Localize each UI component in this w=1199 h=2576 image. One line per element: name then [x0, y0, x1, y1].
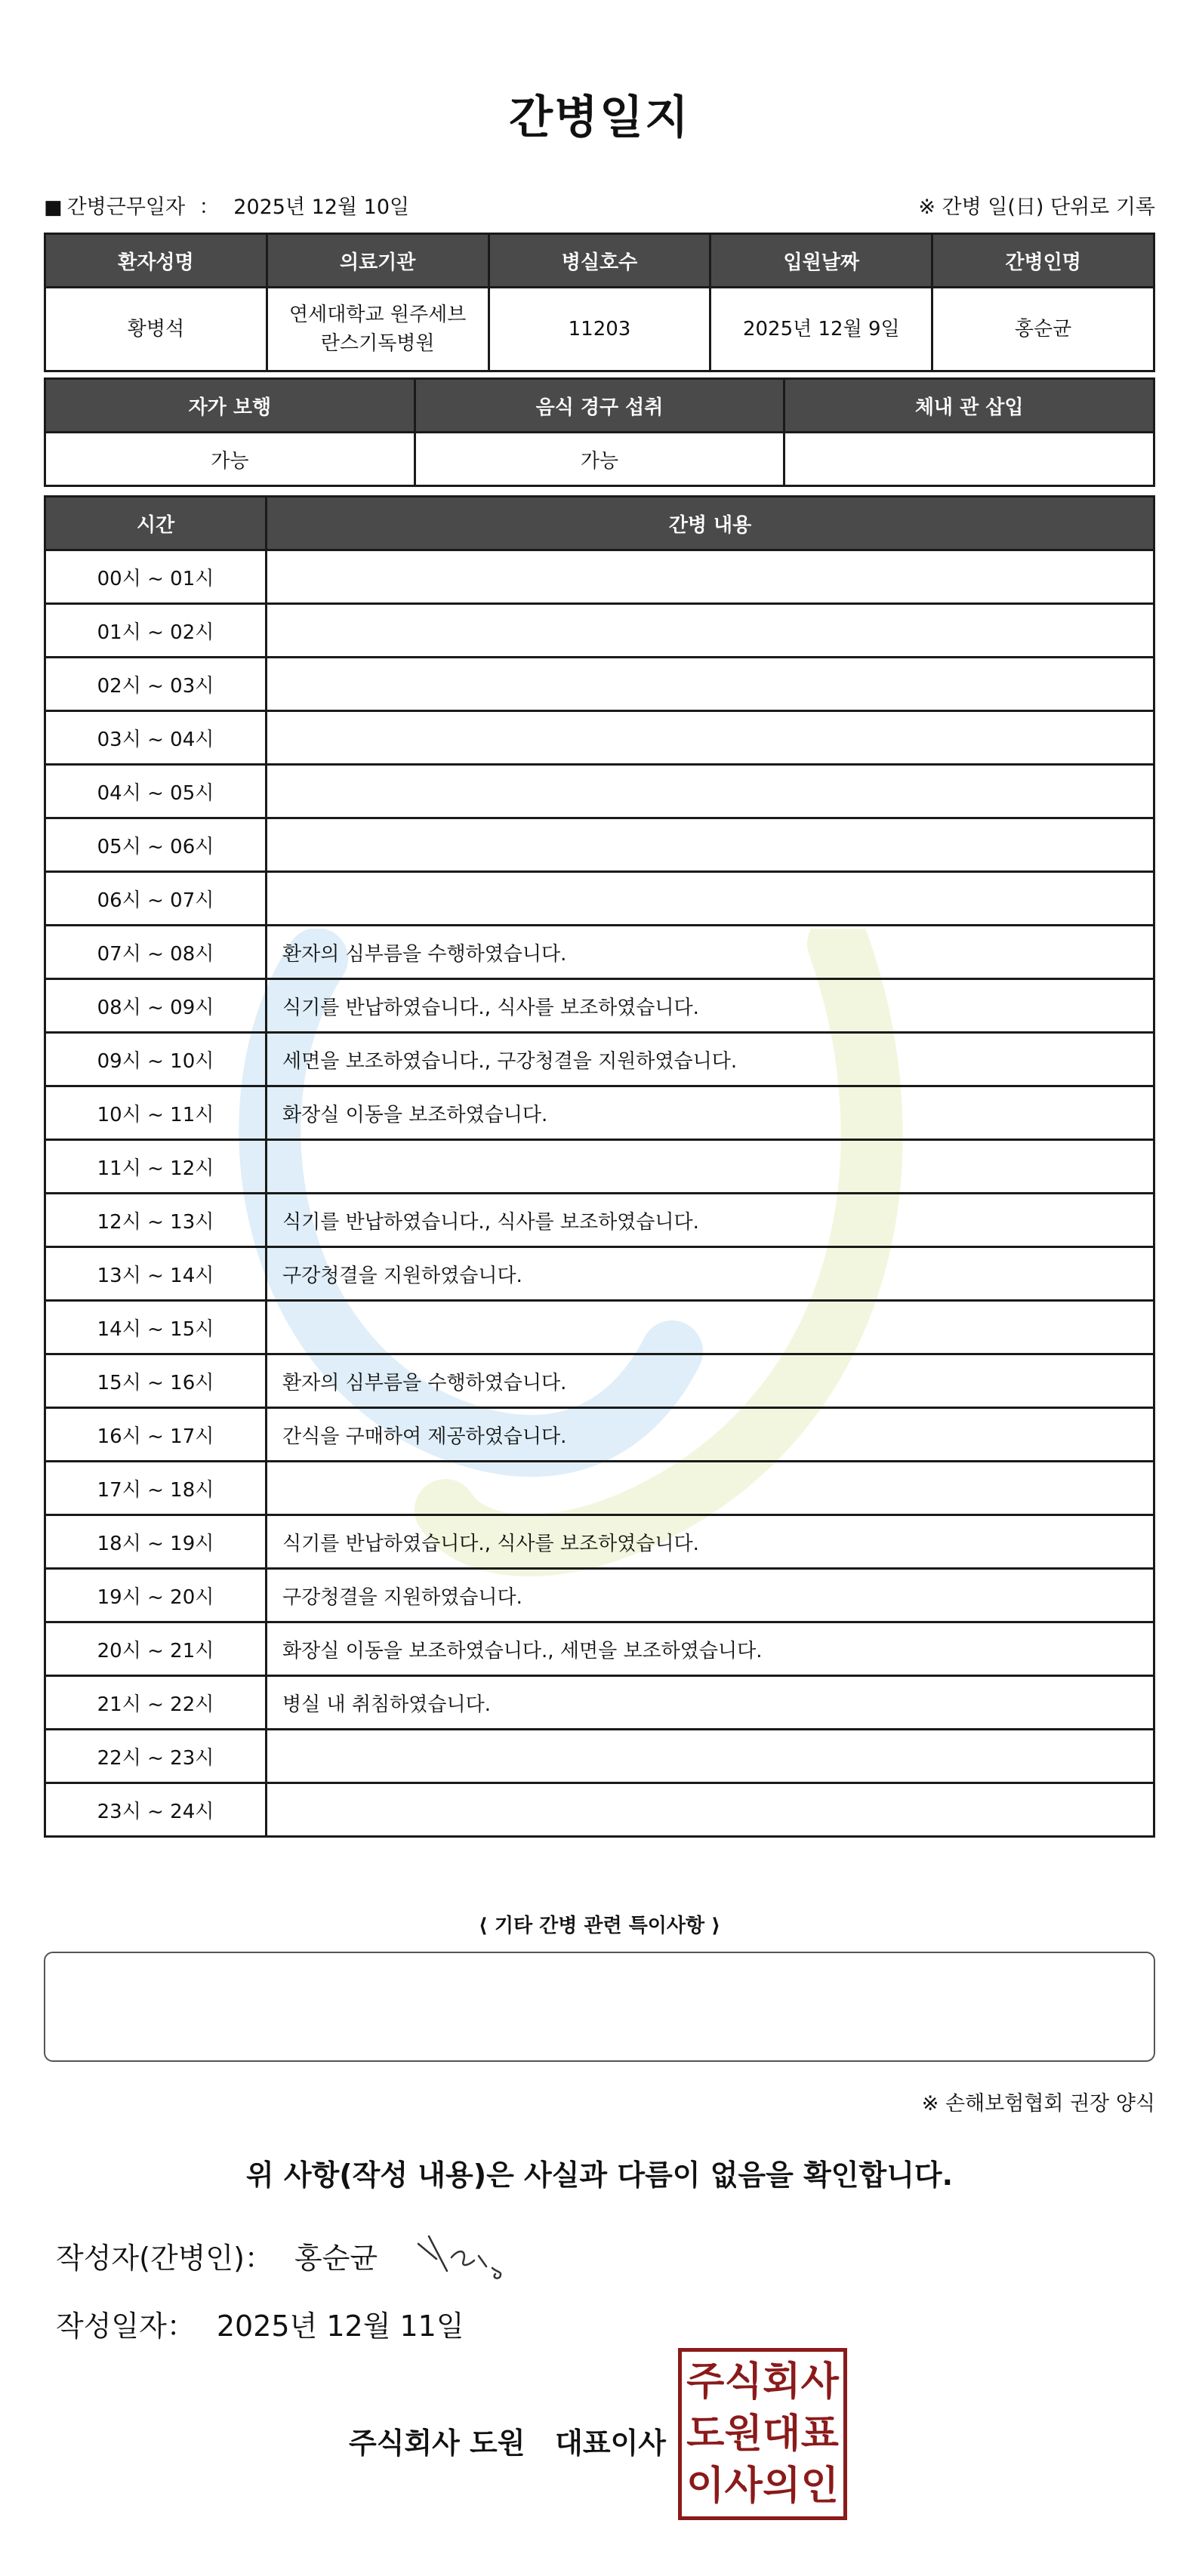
table-row [45, 433, 1154, 486]
time-slot: 16시 ~ 17시 [45, 1408, 267, 1462]
confirmation-statement: 위 사항(작성 내용)은 사실과 다름이 없음을 확인합니다. [245, 2158, 954, 2192]
care-content: 화장실 이동을 보조하였습니다., 세면을 보조하였습니다. [267, 1622, 1154, 1676]
record-note: ※ 간병 일(日) 단위로 기록 [918, 196, 1155, 219]
care-content [267, 1140, 1154, 1194]
writer-label: 작성자(간병인)： [56, 2242, 273, 2275]
care-content: 구강청결을 지원하였습니다. [267, 1569, 1154, 1622]
header-walking: 자가 보행 [45, 379, 415, 433]
table-row [45, 550, 1154, 604]
notes-box [44, 1952, 1155, 2062]
time-slot: 08시 ~ 09시 [45, 979, 267, 1033]
care-content [267, 550, 1154, 604]
room-number: 11203 [489, 288, 710, 371]
care-content: 식기를 반납하였습니다., 식사를 보조하였습니다. [267, 1194, 1154, 1247]
time-slot: 10시 ~ 11시 [45, 1086, 267, 1140]
written-date-line [56, 2303, 464, 2344]
time-slot: 18시 ~ 19시 [45, 1515, 267, 1569]
written-date-value: 2025년 12월 11일 [216, 2309, 464, 2343]
table-row [45, 711, 1154, 765]
walking-status: 가능 [45, 433, 415, 486]
header-admission-date: 입원날짜 [710, 234, 932, 288]
seal-character: 도 [686, 2410, 725, 2457]
time-slot: 04시 ~ 05시 [45, 765, 267, 818]
time-slot: 09시 ~ 10시 [45, 1033, 267, 1086]
table-header-row [45, 497, 1154, 550]
seal-character: 사 [800, 2359, 839, 2405]
care-content [267, 765, 1154, 818]
header-hospital: 의료기관 [267, 234, 489, 288]
seal-character: 주 [686, 2359, 725, 2405]
time-slot: 20시 ~ 21시 [45, 1622, 267, 1676]
time-slot: 00시 ~ 01시 [45, 550, 267, 604]
table-row [45, 288, 1154, 371]
table-row [45, 1194, 1154, 1247]
table-row [45, 1086, 1154, 1140]
table-row [45, 1462, 1154, 1515]
care-content [267, 1301, 1154, 1354]
patient-info-table [44, 233, 1155, 372]
hourly-log-table [44, 495, 1155, 1838]
table-row [45, 1354, 1154, 1408]
table-row [45, 658, 1154, 711]
caregiver-name: 홍순균 [932, 288, 1154, 371]
written-date-label: 작성일자： [56, 2309, 196, 2343]
table-row [45, 604, 1154, 658]
notes-title: ⟨ 기타 간병 관련 특이사항 ⟩ [478, 1915, 721, 1937]
patient-status-table [44, 377, 1155, 487]
seal-character: 사 [724, 2462, 763, 2509]
time-slot: 03시 ~ 04시 [45, 711, 267, 765]
table-header-row [45, 234, 1154, 288]
time-slot: 23시 ~ 24시 [45, 1783, 267, 1837]
writer-line [56, 2235, 378, 2276]
header-time: 시간 [45, 497, 267, 550]
hospital-line-2: 란스기독병원 [320, 332, 435, 355]
seal-character: 대 [763, 2410, 801, 2457]
time-slot: 12시 ~ 13시 [45, 1194, 267, 1247]
time-slot: 06시 ~ 07시 [45, 872, 267, 926]
header-oral-intake: 음식 경구 섭취 [415, 379, 784, 433]
care-content [267, 658, 1154, 711]
care-content: 환자의 심부름을 수행하였습니다. [267, 1354, 1154, 1408]
table-row [45, 1301, 1154, 1354]
care-content: 환자의 심부름을 수행하였습니다. [267, 926, 1154, 979]
care-content [267, 604, 1154, 658]
writer-name: 홍순균 [294, 2242, 378, 2275]
table-row [45, 926, 1154, 979]
care-content [267, 711, 1154, 765]
time-slot: 19시 ~ 20시 [45, 1569, 267, 1622]
page-title: 간병일지 [509, 91, 690, 144]
care-content [267, 1730, 1154, 1783]
time-slot: 21시 ~ 22시 [45, 1676, 267, 1730]
work-date-line [44, 190, 409, 220]
time-slot: 13시 ~ 14시 [45, 1247, 267, 1301]
time-slot: 01시 ~ 02시 [45, 604, 267, 658]
header-tube: 체내 관 삽입 [784, 379, 1154, 433]
care-content [267, 872, 1154, 926]
seal-character: 원 [724, 2410, 763, 2457]
company-seal-icon [678, 2348, 847, 2520]
work-date-separator: ： [199, 196, 220, 219]
time-slot: 14시 ~ 15시 [45, 1301, 267, 1354]
table-row [45, 1622, 1154, 1676]
table-row [45, 872, 1154, 926]
care-content: 화장실 이동을 보조하였습니다. [267, 1086, 1154, 1140]
care-content [267, 818, 1154, 872]
seal-character: 인 [800, 2462, 839, 2509]
work-date-value: 2025년 12월 10일 [233, 196, 410, 219]
time-slot: 22시 ~ 23시 [45, 1730, 267, 1783]
header-caregiver: 간병인명 [932, 234, 1154, 288]
care-content: 병실 내 취침하였습니다. [267, 1676, 1154, 1730]
form-note: ※ 손해보험협회 권장 양식 [921, 2092, 1155, 2115]
admission-date: 2025년 12월 9일 [710, 288, 932, 371]
log-rows [45, 550, 1154, 1837]
header-content: 간병 내용 [267, 497, 1154, 550]
handwritten-signature-icon [414, 2227, 512, 2288]
table-row [45, 765, 1154, 818]
seal-character: 의 [763, 2462, 801, 2509]
company-representative: 주식회사 도원 대표이사 [349, 2427, 666, 2460]
table-row [45, 1676, 1154, 1730]
table-row [45, 1033, 1154, 1086]
bullet-square-icon: ■ [44, 196, 63, 219]
work-date-label: 간병근무일자 [66, 196, 186, 219]
hospital-cell [267, 288, 489, 371]
table-row [45, 818, 1154, 872]
seal-character: 이 [686, 2462, 725, 2509]
header-room: 병실호수 [489, 234, 710, 288]
header-patient-name: 환자성명 [45, 234, 267, 288]
time-slot: 15시 ~ 16시 [45, 1354, 267, 1408]
table-row [45, 1247, 1154, 1301]
care-content [267, 1462, 1154, 1515]
patient-name: 황병석 [45, 288, 267, 371]
time-slot: 07시 ~ 08시 [45, 926, 267, 979]
table-row [45, 1515, 1154, 1569]
seal-character: 표 [800, 2410, 839, 2457]
care-content: 구강청결을 지원하였습니다. [267, 1247, 1154, 1301]
tube-status [784, 433, 1154, 486]
care-content: 간식을 구매하여 제공하였습니다. [267, 1408, 1154, 1462]
care-content: 식기를 반납하였습니다., 식사를 보조하였습니다. [267, 979, 1154, 1033]
care-content [267, 1783, 1154, 1837]
time-slot: 05시 ~ 06시 [45, 818, 267, 872]
care-content: 세면을 보조하였습니다., 구강청결을 지원하였습니다. [267, 1033, 1154, 1086]
table-row [45, 1783, 1154, 1837]
time-slot: 02시 ~ 03시 [45, 658, 267, 711]
table-row [45, 1730, 1154, 1783]
hospital-line-1: 연세대학교 원주세브 [289, 304, 467, 326]
seal-character: 회 [763, 2359, 801, 2405]
care-content: 식기를 반납하였습니다., 식사를 보조하였습니다. [267, 1515, 1154, 1569]
oral-intake-status: 가능 [415, 433, 784, 486]
table-row [45, 1569, 1154, 1622]
time-slot: 11시 ~ 12시 [45, 1140, 267, 1194]
seal-character: 식 [724, 2359, 763, 2405]
table-row [45, 1408, 1154, 1462]
table-row [45, 979, 1154, 1033]
table-header-row [45, 379, 1154, 433]
time-slot: 17시 ~ 18시 [45, 1462, 267, 1515]
table-row [45, 1140, 1154, 1194]
